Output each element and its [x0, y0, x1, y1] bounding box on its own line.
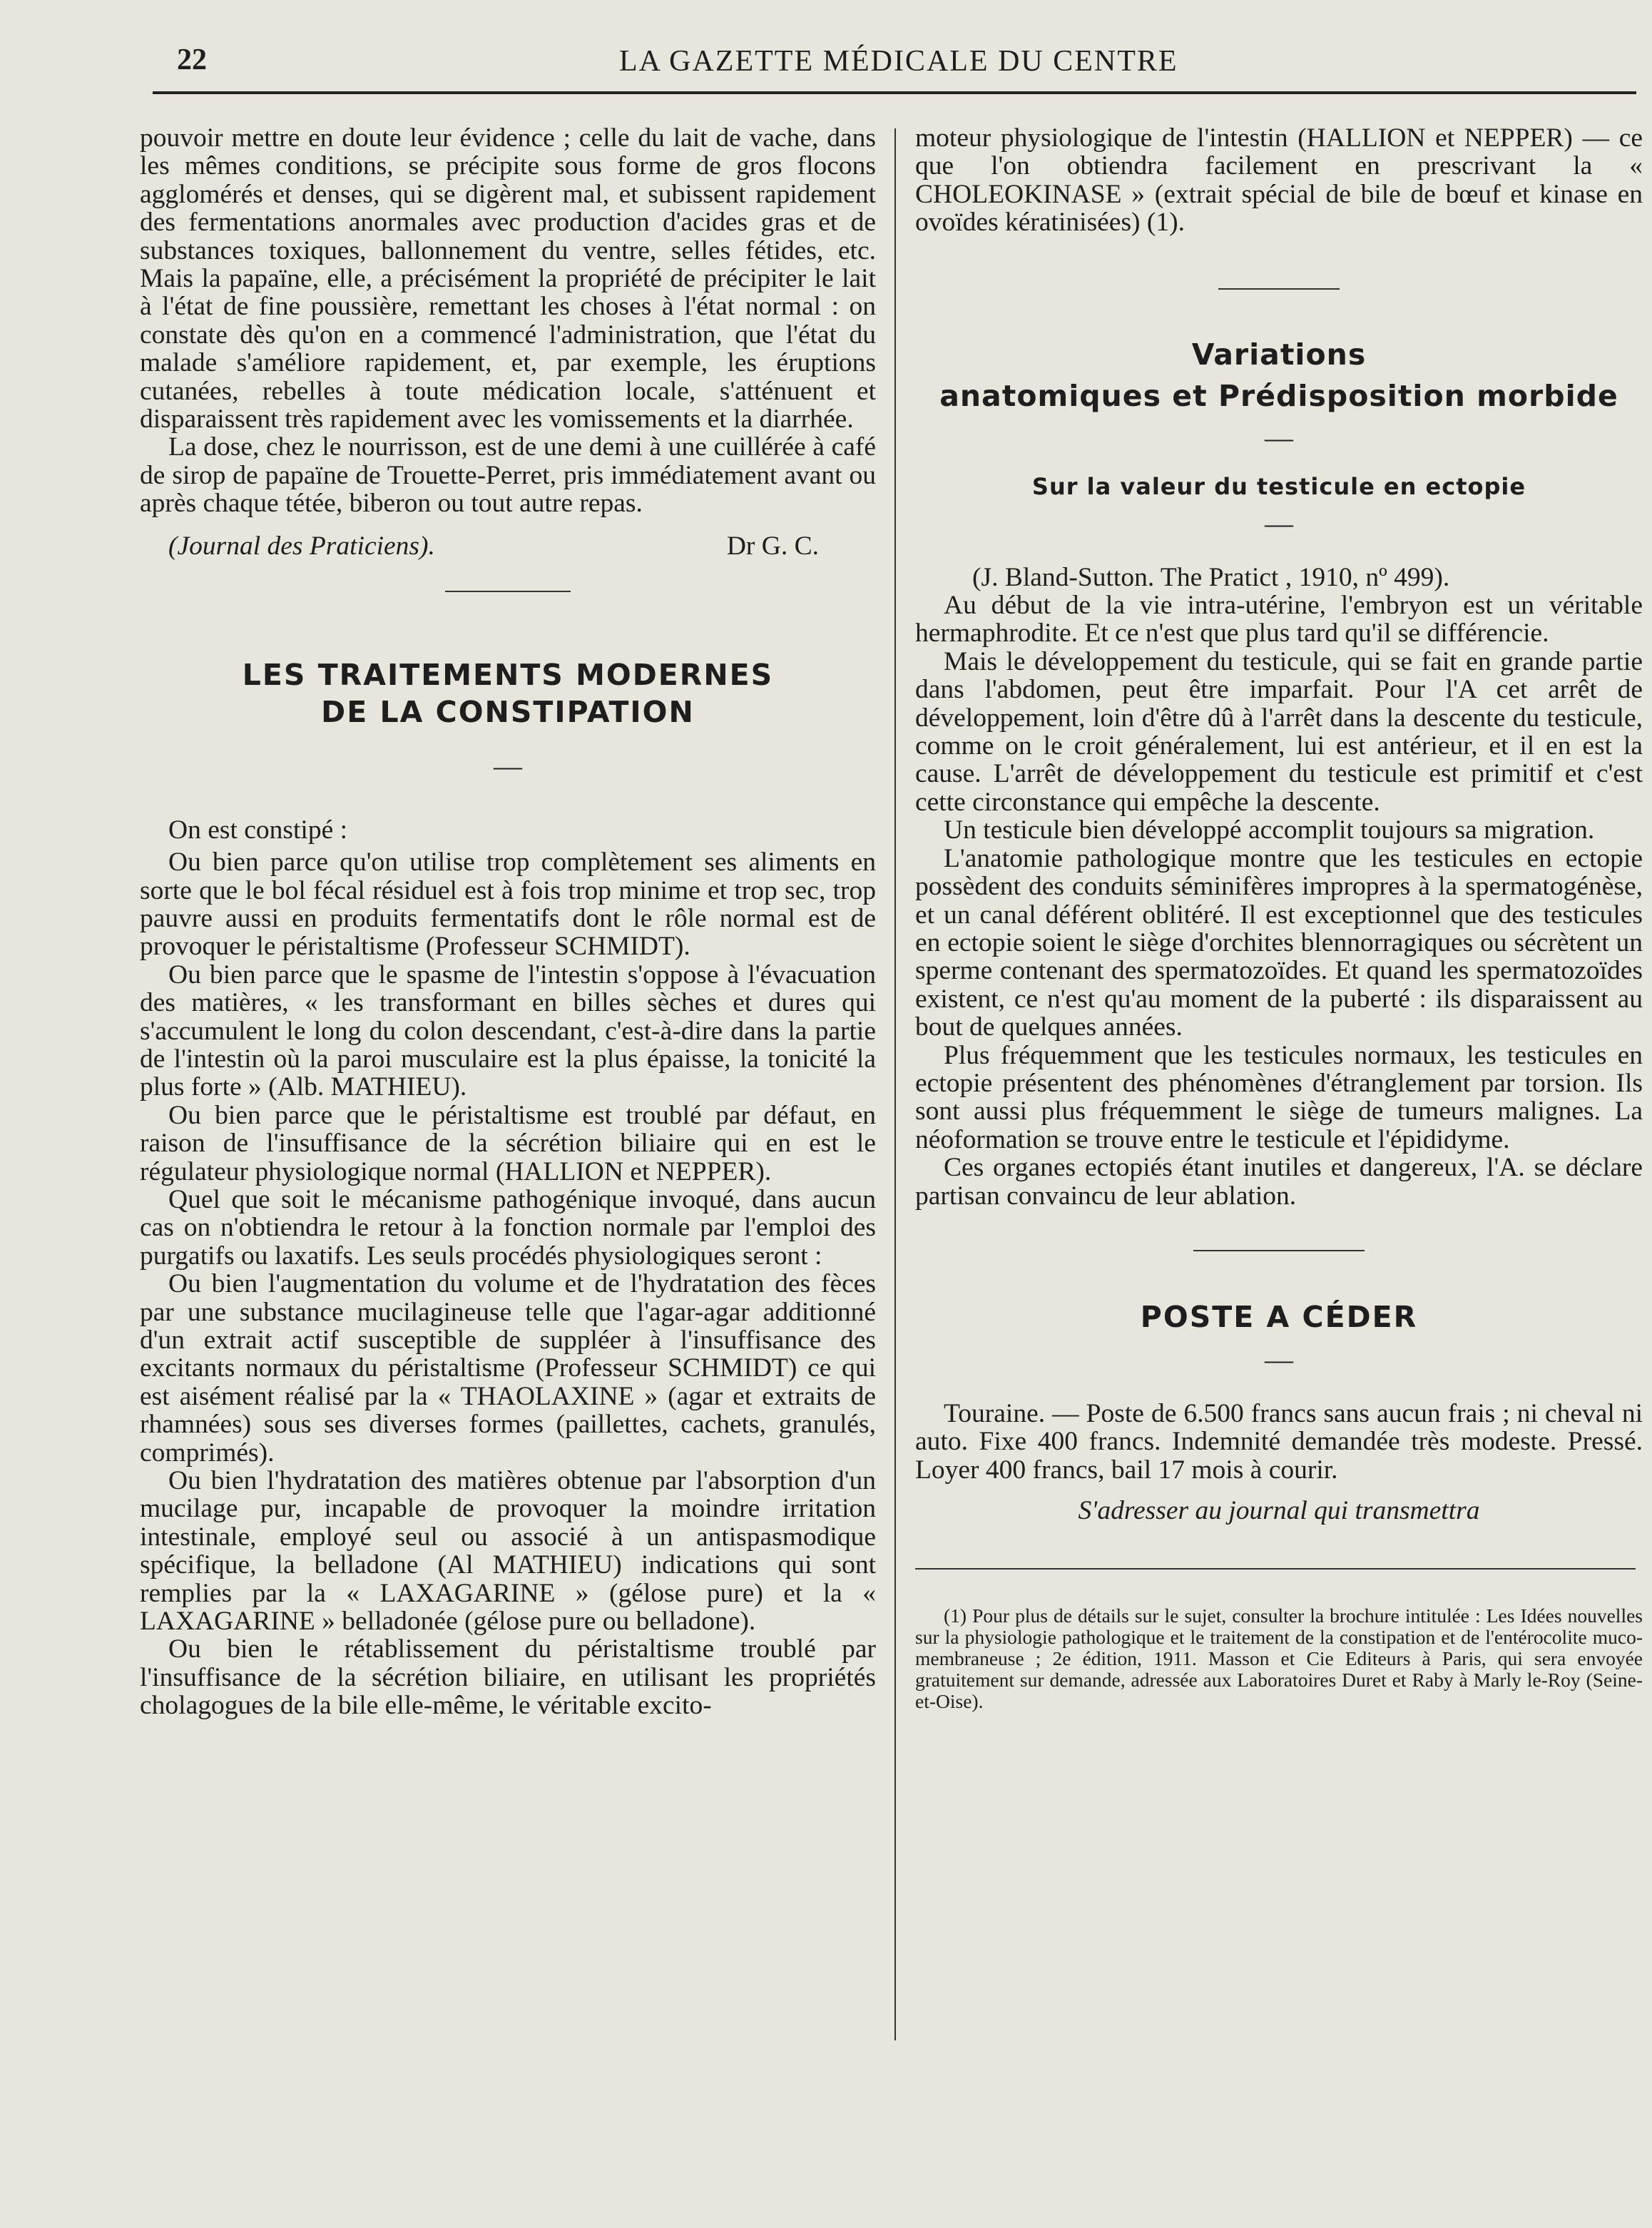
laxagarine-paragraph: Ou bien l'hydratation des matières obtenue par l'absorption d'un mucilage pur, incapable de provoquer la moindre irritation intestinale, employé seul ou associé à un antispasmodique spécifique, la belladone (Al MATHIEU) indications qui sont remplies par la « LAXAGARINE » (gélose pure) et la « LAXAGARINE » belladonée (gélose pure ou belladone).	[140, 1466, 876, 1637]
variations-dash: —	[1265, 421, 1293, 454]
column-divider	[894, 128, 896, 2040]
notice-dash: —	[1265, 1343, 1293, 1375]
pathology-paragraph: L'anatomie pathologique montre que les testicules en ectopie possèdent des conduits séminifères impropres à la spermatogénèse, et un canal déférent oblitéré. Il est exceptionnel que des testicules en ectopie soient le siège d'orchites blennorragiques ou sécrètent un sperme contenant des spermatozoïdes. Et quand les spermatozoïdes existent, ce n'est qu'au moment de la puberté : ils disparaissent au bout de quelques années.	[915, 843, 1643, 1042]
footnote-rule	[915, 1568, 1636, 1570]
ablation-paragraph: Ces organes ectopiés étant inutiles et dangereux, l'A. se déclare partisan convaincu de leur ablation.	[915, 1153, 1643, 1211]
migration-paragraph: Un testicule bien développé accomplit toujours sa migration.	[944, 815, 1595, 845]
cause-paragraph-2: Ou bien parce que le spasme de l'intestin s'oppose à l'évacuation des matières, « les transformant en billes sèches et dures qui s'accumulent le long du colon descendant, c'est-à-dire dans la partie de l'intestin où la paroi musculaire est la plus épaisse, la tonicité la plus forte » (Alb. MATHIEU).	[140, 960, 876, 1102]
thaolaxine-paragraph: Ou bien l'augmentation du volume et de l'hydratation des fèces par une substance mucilagineuse telle que l'agar-agar additionné d'un extrait actif susceptible de suppléer à l'insuffisance des excitants normaux du péristaltisme (Professeur SCHMIDT) ce qui est aisément réalisé par la « THAOLAXINE » (agar et extraits de rhamnées) sous ses diverses formes (paillettes, cachets, granulés, comprimés).	[140, 1269, 876, 1467]
author-signature: Dr G. C.	[726, 531, 819, 561]
choleokinase-paragraph: moteur physiologique de l'intestin (HALLION et NEPPER) — ce que l'on obtiendra facilement en prescrivant la « CHOLEOKINASE » (extrait spécial de bile de bœuf et kinase en ovoïdes kératinisées) (1).	[915, 123, 1643, 238]
page-number: 22	[177, 44, 207, 76]
testicle-subtitle: Sur la valeur du testicule en ectopie	[1031, 472, 1526, 500]
mechanism-paragraph: Quel que soit le mécanisme pathogénique invoqué, dans aucun cas on n'obtiendra le retour à la fonction normale par l'emploi des purgatifs ou laxatifs. Les seuls procédés physiologiques seront :	[140, 1184, 876, 1271]
footnote: (1) Pour plus de détails sur le sujet, consulter la brochure intitulée : Les Idées nouvelles sur la physiologie pathologique et le traitement de la constipation et de l'entérocolite muco-membraneuse ; 2e édition, 1911. Masson et Cie Editeurs à Paris, qui sera envoyée gratuitement sur demande, adressée aux Laboratoires Duret et Raby à Marly le-Roy (Seine-et-Oise).	[915, 1604, 1643, 1712]
notice-contact: S'adresser au journal qui transmettra	[1078, 1496, 1480, 1526]
dose-paragraph: La dose, chez le nourrisson, est de une demi à une cuillérée à café de sirop de papaïne de Trouette-Perret, pris immédiatement avant ou après chaque tétée, biberon ou tout autre repas.	[140, 432, 876, 519]
separator-rule-2	[1218, 288, 1340, 290]
article-title-line-1: LES TRAITEMENTS MODERNES	[242, 657, 774, 692]
cause-paragraph-1: Ou bien parce qu'on utilise trop complètement ses aliments en sorte que le bol fécal résiduel est à fois trop minime et trop sec, trop pauvre aussi en produits fermentatifs dont le rôle normal est de provoquer le péristaltisme (Professeur SCHMIDT).	[140, 848, 876, 962]
papain-paragraph-continued: pouvoir mettre en doute leur évidence ; celle du lait de vache, dans les mêmes conditions, se précipite sous forme de gros flocons agglomérés et denses, qui se digèrent mal, et subissent rapidement des fermentations anormales avec production d'acides gras et de substances toxiques, ballonnement du ventre, selles fétides, etc. Mais la papaïne, elle, a précisément la propriété de précipiter le lait à l'état de fine poussière, remettant les choses à l'état normal : on constate dès qu'on en a commencé l'administration, que l'état du malade s'améliore rapidement, et, par exemple, les éruptions cutanées, rebelles à toute médication locale, s'atténuent et disparaissent très rapidement avec les vomissements et la diarrhée.	[140, 123, 876, 434]
citation: (J. Bland-Sutton. The Pratict , 1910, nº 499).	[972, 562, 1450, 592]
torsion-paragraph: Plus fréquemment que les testicules normaux, les testicules en ectopie présentent des phénomènes d'étranglement par torsion. Ils sont aussi plus fréquemment le siège de tumeurs malignes. La néoformation se trouve entre le testicule et l'épididyme.	[915, 1040, 1643, 1154]
bile-paragraph: Ou bien le rétablissement du péristaltisme troublé par l'insuffisance de la sécrétion biliaire, en utilisant les propriétés cholagogues de la bile elle-même, le véritable excito-	[140, 1634, 876, 1721]
intro-line: On est constipé :	[168, 815, 348, 845]
title-dash: —	[494, 749, 522, 782]
left-column	[140, 124, 876, 1720]
development-paragraph: Mais le développement du testicule, qui se fait en grande partie dans l'abdomen, peut être imparfait. Pour l'A cet arrêt de développement, loin d'être dû à l'arrêt dans la descente du testicule, comme on le croit généralement, lui est antérieur, et il en est la cause. L'arrêt de développement du testicule est primitif et c'est cette circonstance qui empêche la descente.	[915, 646, 1643, 817]
separator-rule-3	[1193, 1250, 1365, 1251]
variations-title-line-2: anatomiques et Prédisposition morbide	[939, 378, 1618, 413]
notice-text: Touraine. — Poste de 6.500 francs sans aucun frais ; ni cheval ni auto. Fixe 400 francs. Indemnité demandée très modeste. Pressé. Loyer 400 francs, bail 17 mois à courir.	[915, 1398, 1643, 1485]
notice-title: POSTE A CÉDER	[1140, 1299, 1418, 1334]
separator-rule	[445, 591, 571, 592]
source-signature-line	[140, 532, 876, 561]
variations-title-line-1: Variations	[1191, 337, 1367, 372]
embryo-paragraph: Au début de la vie intra-utérine, l'embryon est un véritable hermaphrodite. Et ce n'est que plus tard qu'il se différencie.	[915, 591, 1643, 648]
subtitle-dash: —	[1265, 507, 1293, 539]
right-column	[915, 124, 1643, 1712]
source-citation: (Journal des Praticiens).	[168, 531, 435, 561]
journal-title: LA GAZETTE MÉDICALE DU CENTRE	[619, 45, 1178, 78]
article-title-line-2: DE LA CONSTIPATION	[321, 694, 695, 729]
cause-paragraph-3: Ou bien parce que le péristaltisme est troublé par défaut, en raison de l'insuffisance de la sécrétion biliaire qui en est le régulateur physiologique normal (HALLION et NEPPER).	[140, 1100, 876, 1186]
header-rule	[153, 91, 1636, 94]
page-header	[177, 41, 1632, 81]
